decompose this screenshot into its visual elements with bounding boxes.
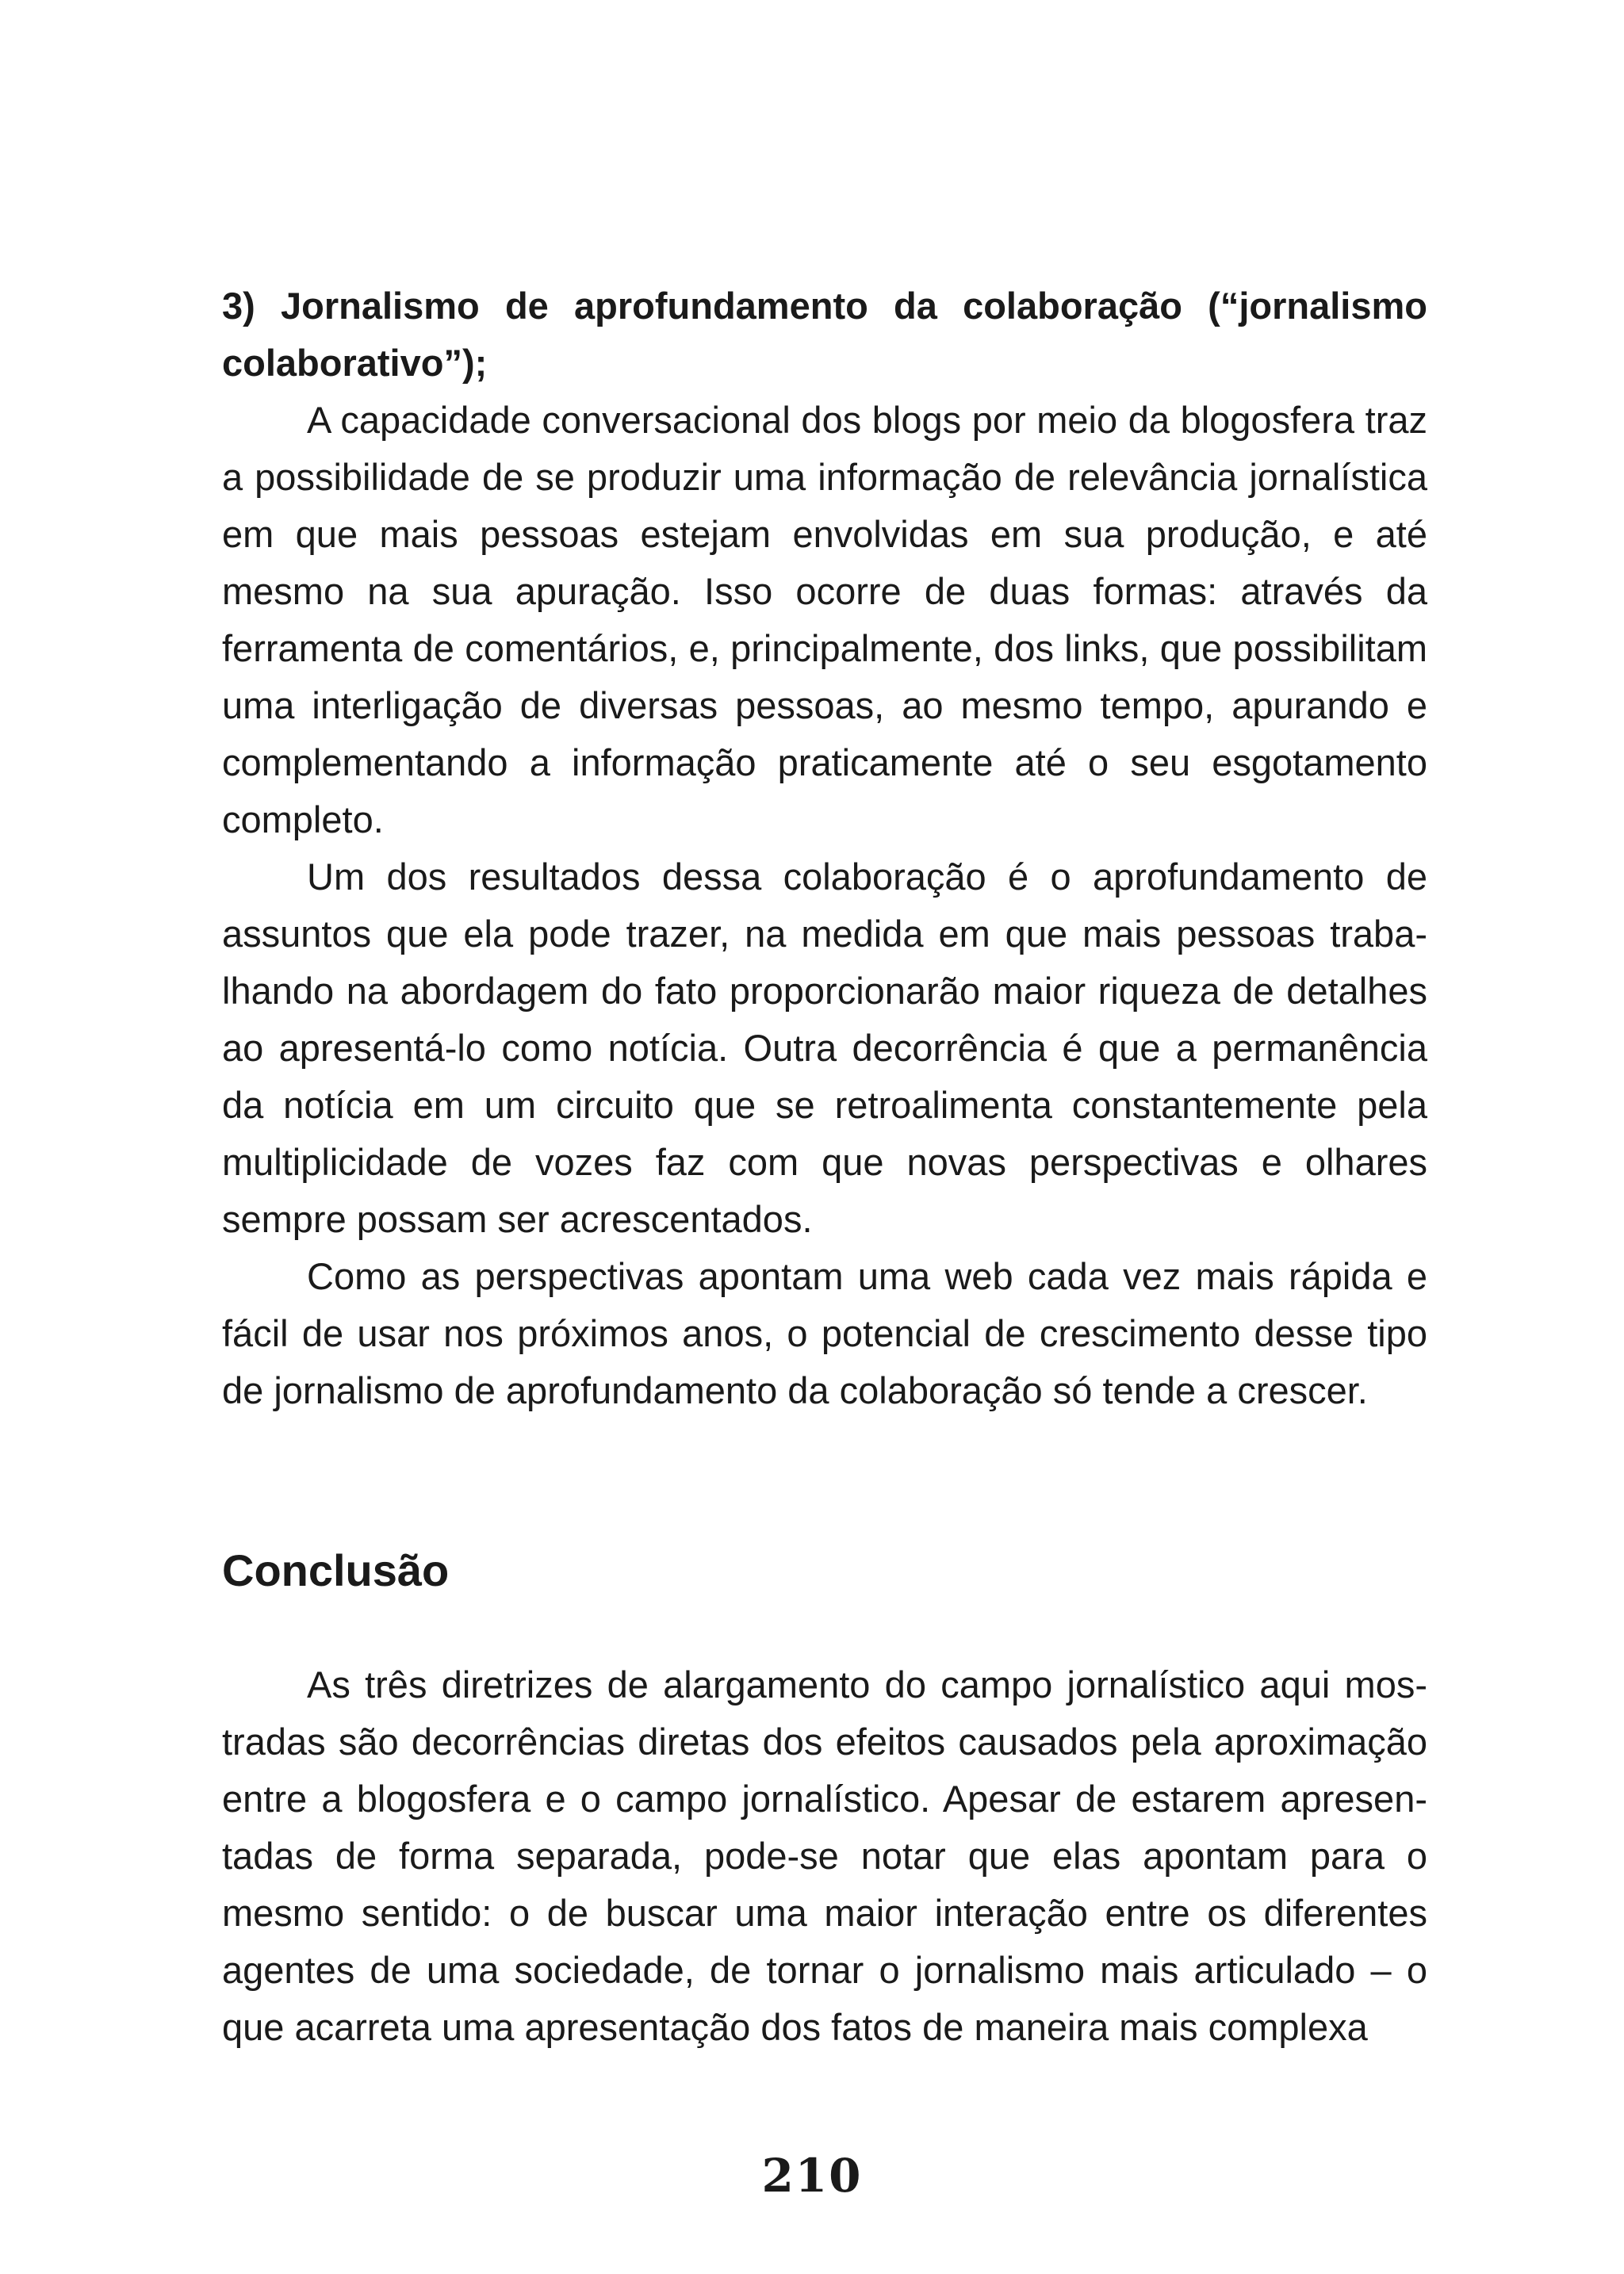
section-title: 3) Jornalismo de aprofundamento da colaboração (“jornalismo colaborativo”);	[222, 285, 1427, 384]
spacer	[222, 1419, 1427, 1542]
section-paragraph-2: Um dos resultados dessa colaboração é o aprofundamento de assuntos que ela pode trazer, na medida em que mais pessoas trabalhando na abordagem do fato proporcionarão maior riqueza de detalhes ao apresentá-lo como notícia. Outra decorrência é que a permanência da notícia em um circuito que se retroalimenta constantemente pela multiplicidade de vozes faz com que novas perspectivas e olhares sempre possam ser acrescentados.	[222, 856, 1427, 1240]
page-body	[222, 278, 1427, 2056]
conclusion-heading: Conclusão	[222, 1545, 450, 1595]
section-paragraph-3: Como as perspectivas apontam uma web cada vez mais rápida e fácil de usar nos próximos anos, o potencial de crescimento desse tipo de jornalismo de aprofundamento da colaboração só tende a crescer.	[222, 1255, 1427, 1411]
page-number: 210	[761, 2149, 863, 2203]
conclusion-paragraph-1: As três diretrizes de alargamento do campo jornalístico aqui mostradas são decorrências diretas dos efeitos causados pela aproximação entre a blogosfera e o campo jornalístico. Apesar de estarem apresentadas de forma separada, pode-se notar que elas apontam para o mesmo sentido: o de buscar uma maior interação entre os diferentes agentes de uma sociedade, de tornar o jornalismo mais articulado – o que acarreta uma apresentação dos fatos de maneira mais complexa	[222, 1663, 1427, 2048]
section-paragraph-1: A capacidade conversacional dos blogs por meio da blogosfera traz a possibilidade de se produzir uma informação de relevância jornalística em que mais pessoas estejam envolvidas em sua produção, e até mesmo na sua apuração. Isso ocorre de duas formas: através da ferramenta de comentários, e, principalmente, dos links, que possibilitam uma interligação de diversas pessoas, ao mesmo tempo, apurando e complementando a informação praticamente até o seu esgotamento completo.	[222, 399, 1427, 840]
spacer	[222, 1599, 1427, 1656]
